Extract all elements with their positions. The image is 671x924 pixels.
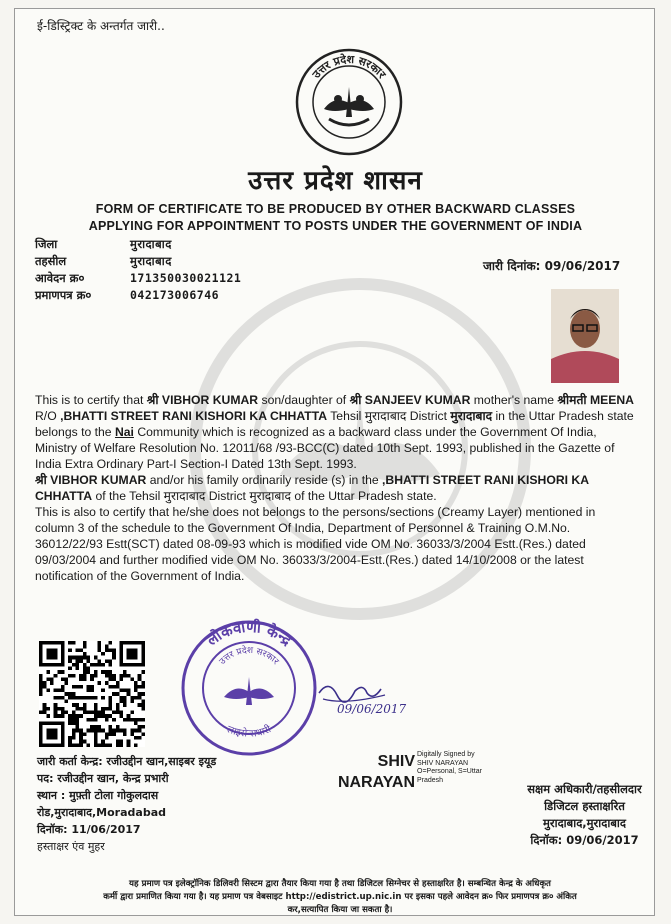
applicant-name: श्री VIBHOR KUMAR xyxy=(146,393,259,407)
issuer-location-2: रोड,मुरादाबाद,Moradabad xyxy=(37,806,166,819)
tehsil-row xyxy=(35,254,172,269)
mother-name: श्रीमती MEENA xyxy=(557,393,634,407)
lokvani-seal-stamp xyxy=(178,617,320,759)
svg-text:उत्तर प्रदेश सरकार xyxy=(309,52,388,82)
emblem-text: उत्तर प्रदेश सरकार xyxy=(309,52,389,81)
certificate-value: 042173006746 xyxy=(130,288,220,302)
issue-date-label: जारी दिनांक: xyxy=(483,259,541,273)
issue-date xyxy=(483,257,620,274)
application-label: आवेदन क्र० xyxy=(35,271,85,285)
footer-note: यह प्रमाण पत्र इलेक्ट्रॉनिक डिलिवरी सिस्टम द्वारा तैयार किया गया है तथा डिजिटल सिग्नेचर से हस्ताक्षरित है। सम्बन्धित केन्द्र के अधिकृत कर्मी द्वारा प्रमाणित किया गया है। यह प्रमाण पत्र वेबसाइट http://edistrict.up.nic.in पर इसका पहले आवेदन क्र० फिर प्रमाणपत्र क्र० अंकित कर,सत्यापित किया जा सकता है। xyxy=(103,879,577,915)
certificate-body xyxy=(35,392,635,584)
tehsil-label: तहसील xyxy=(35,254,67,268)
title-hindi: उत्तर प्रदेश शासन xyxy=(248,166,423,196)
authority-date: दिनॉक: 09/06/2017 xyxy=(530,833,639,847)
tehsil-value: मुरादाबाद xyxy=(130,254,172,268)
district-row xyxy=(35,237,172,252)
handwritten-signature xyxy=(315,669,427,721)
application-value: 171350030021121 xyxy=(130,271,242,285)
issuing-center-block xyxy=(37,753,216,855)
community: Nai xyxy=(114,425,134,439)
seal-outer-text: लोकवाणी केन्द्र xyxy=(203,617,296,650)
seal-inner-text: उत्तर प्रदेश सरकार xyxy=(217,645,281,667)
district-label: जिला xyxy=(35,237,58,251)
authority-title: सक्षम अधिकारी/तहसीलदार xyxy=(527,782,642,796)
father-name: श्री SANJEEV KUMAR xyxy=(349,393,471,407)
title-english-line1: FORM OF CERTIFICATE TO BE PRODUCED BY OTHER BACKWARD CLASSES xyxy=(95,202,576,216)
top-note: ई-डिस्ट्रिक्ट के अन्तर्गत जारी.. xyxy=(37,19,165,33)
address: ,BHATTI STREET RANI KISHORI KA CHHATTA xyxy=(60,409,328,423)
applicant-photo xyxy=(551,289,619,383)
body-paragraph-1: This is to certify that श्री VIBHOR KUMAR son/daughter of श्री SANJEEV KUMAR mother's name श्रीमती MEENA R/O ,BHATTI STREET RANI KISHORI KA CHHATTA Tehsil मुरादाबाद District मुरादाबाद in the Uttar Pradesh state belongs to the Nai Community which is recognized as a backward class under the Government Of India, Ministry of Welfare Resolution No. 12011/68 /93-BCC(C) dated 10th Sept. 1993, published in the Gazette of India Extra Ordinary Part-I Section-I Dated 13th Sept. 1993. xyxy=(35,393,634,471)
authority-block xyxy=(517,781,652,849)
issuing-center: जारी कर्ता केन्द्र: रजीउद्दीन खान,साइबर इयूड xyxy=(37,755,217,768)
svg-text:लोकवाणी केन्द्र xyxy=(202,618,295,650)
district-value: मुरादाबाद xyxy=(130,237,172,251)
title-english-line2: APPLYING FOR APPOINTMENT TO POSTS UNDER THE GOVERNMENT OF INDIA xyxy=(88,219,583,233)
body-paragraph-2: श्री VIBHOR KUMAR and/or his family ordinarily reside (s) in the ,BHATTI STREET RANI KISHORI KA CHHATTA of the Tehsil मुरादाबाद District मुरादाबाद of the Uttar Pradesh state. xyxy=(35,473,589,503)
signature-date: 09/06/2017 xyxy=(337,702,407,716)
signature-label: हस्ताक्षर एंव मुहर xyxy=(37,840,105,853)
certificate-label: प्रमाणपत्र क्र० xyxy=(35,288,92,302)
digital-signature-details: Digitally Signed by SHIV NARAYAN O=Personal, S=Uttar Pradesh xyxy=(417,751,482,784)
issue-date-value: 09/06/2017 xyxy=(544,259,621,273)
issuer-location: स्थान : मुफ़्ती टोला गोकुलदास xyxy=(37,789,159,802)
seal-bottom-text: लाइसेन्सधारी xyxy=(225,724,273,740)
svg-text:लाइसेन्सधारी xyxy=(225,723,273,740)
up-emblem-icon xyxy=(294,47,404,157)
certificate-page xyxy=(14,8,655,916)
qr-code xyxy=(39,641,145,747)
issuer-date: दिनॉक: 11/06/2017 xyxy=(37,823,141,836)
authority-digital: डिजिटल हस्ताक्षरित xyxy=(544,799,625,813)
authority-location: मुरादाबाद,मुरादाबाद xyxy=(543,816,626,830)
body-paragraph-3: This is also to certify that he/she does not belongs to the persons/sections (Creamy Layer) mentioned in column 3 of the schedule to the Government Of India, Department of Personnel & Training O.M.No. 36012/22/93 Estt(SCT) dated 08-09-93 which is modified vide OM No. 36033/3/2004 Estt.(Res.) dated 09/03/2004 and further modified vide OM No. 36033/3/2004-Estt.(Res.) dated 14/10/2008 or the latest notification of the Government of India. xyxy=(35,505,596,583)
digital-signer-name: SHIV NARAYAN xyxy=(337,753,415,791)
issuer-designation: पद: रजीउद्दीन खान, केन्द्र प्रभारी xyxy=(37,772,169,785)
